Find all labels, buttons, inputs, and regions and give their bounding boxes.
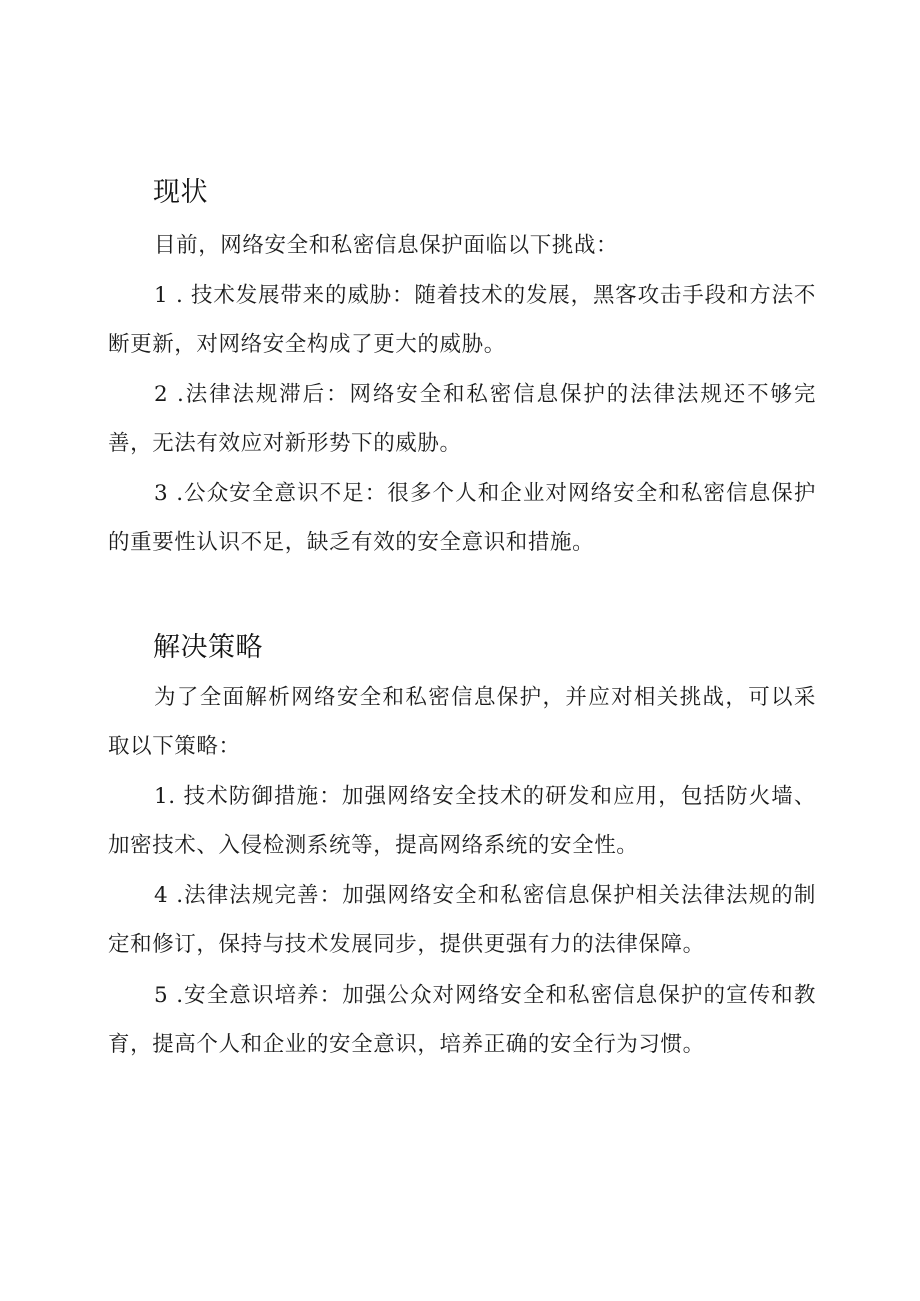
status-item-1-paragraph: 1 . 技术发展带来的威胁：随着技术的发展，黑客攻击手段和方法不断更新，对网络安全构成了更大的威胁。: [108, 283, 816, 357]
section-heading-status: 现状: [153, 177, 208, 208]
status-item-3-paragraph: 3 .公众安全意识不足：很多个人和企业对网络安全和私密信息保护的重要性认识不足，缺乏有效的安全意识和措施。: [108, 481, 816, 555]
strategy-intro-paragraph: 为了全面解析网络安全和私密信息保护，并应对相关挑战，可以采取以下策略：: [108, 685, 816, 759]
status-item-2-paragraph: 2 .法律法规滞后：网络安全和私密信息保护的法律法规还不够完善，无法有效应对新形势下的威胁。: [108, 382, 816, 456]
strategy-item-5-paragraph: 5 .安全意识培养：加强公众对网络安全和私密信息保护的宣传和教育，提高个人和企业的安全意识，培养正确的安全行为习惯。: [108, 983, 816, 1057]
strategy-item-4-paragraph: 4 .法律法规完善：加强网络安全和私密信息保护相关法律法规的制定和修订，保持与技术发展同步，提供更强有力的法律保障。: [108, 883, 816, 957]
status-intro-paragraph: 目前，网络安全和私密信息保护面临以下挑战：: [154, 233, 619, 258]
strategy-item-1-paragraph: 1. 技术防御措施：加强网络安全技术的研发和应用，包括防火墙、加密技术、入侵检测系统等，提高网络系统的安全性。: [108, 784, 816, 858]
section-heading-strategy: 解决策略: [153, 632, 263, 663]
